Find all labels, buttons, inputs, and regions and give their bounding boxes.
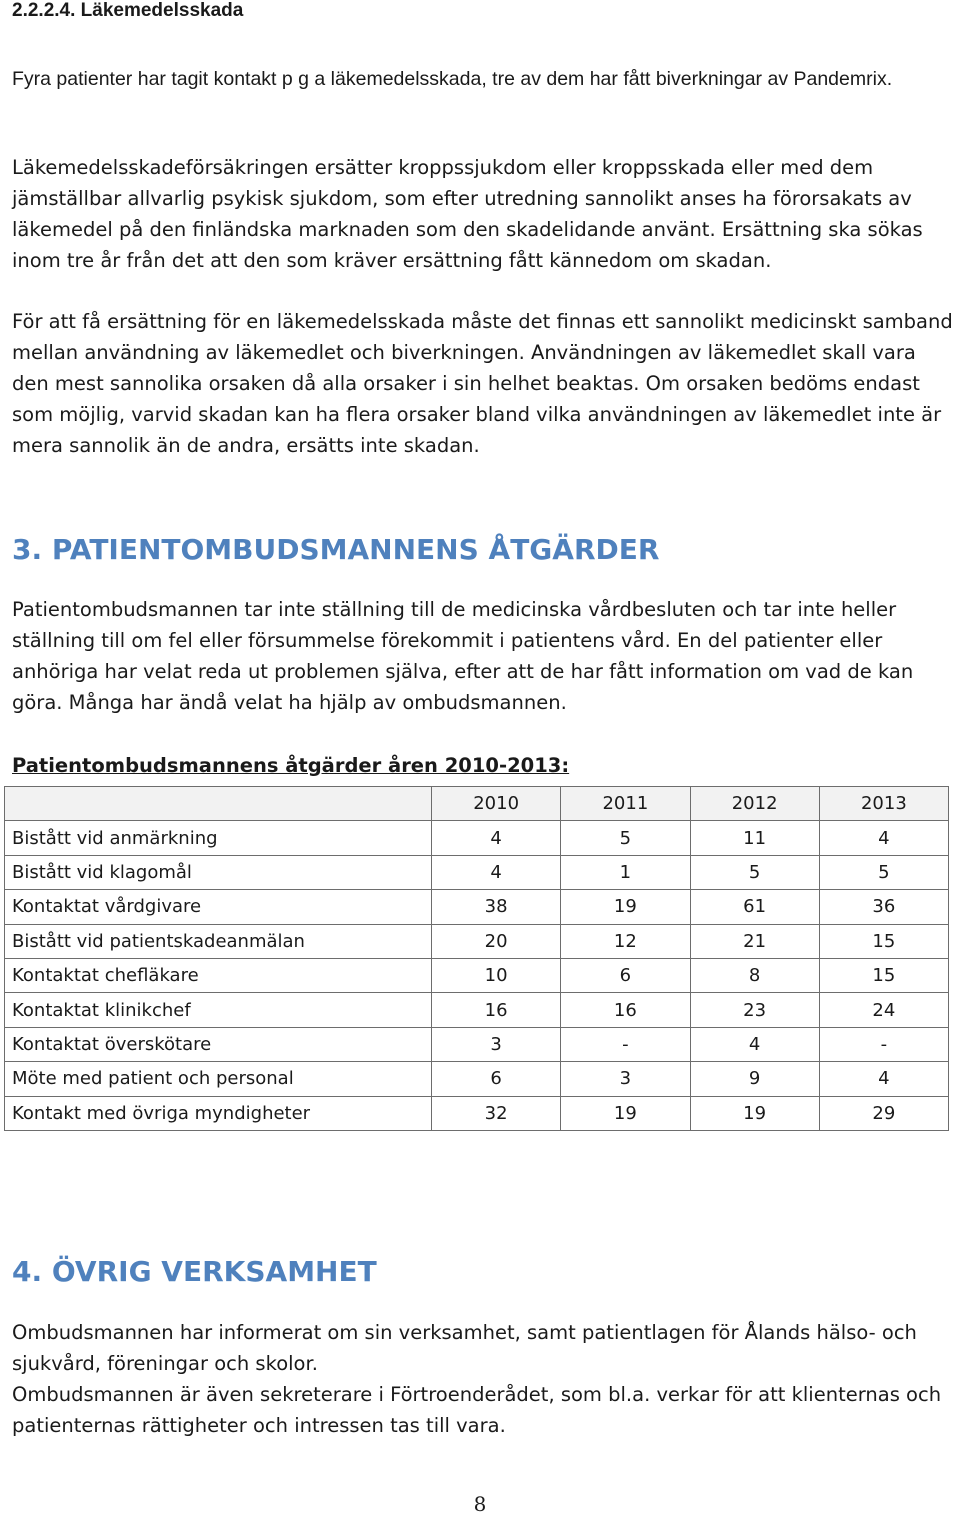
header-corner-cell: [5, 787, 432, 821]
row-label: Bistått vid patientskadeanmälan: [5, 924, 432, 958]
table-header-row: [5, 787, 949, 821]
value-cell: 4: [432, 821, 561, 855]
value-cell: 16: [561, 993, 690, 1027]
section-4-heading: 4. ÖVRIG VERKSAMHET: [12, 1255, 377, 1288]
value-cell: 4: [819, 821, 948, 855]
value-cell: 29: [819, 1096, 948, 1130]
row-label: Kontaktat chefläkare: [5, 958, 432, 992]
value-cell: 19: [561, 890, 690, 924]
table-caption: [12, 750, 956, 781]
header-year: 2012: [690, 787, 819, 821]
value-cell: 16: [432, 993, 561, 1027]
row-label: Kontaktat klinikchef: [5, 993, 432, 1027]
value-cell: 4: [432, 855, 561, 889]
row-label: Bistått vid klagomål: [5, 855, 432, 889]
value-cell: 24: [819, 993, 948, 1027]
value-cell: -: [561, 1027, 690, 1061]
section-3-heading: 3. PATIENTOMBUDSMANNENS ÅTGÄRDER: [12, 533, 660, 566]
paragraph-compensation: För att få ersättning för en läkemedelsskada måste det finnas ett sannolikt medicinskt samband mellan användning av läkemedlet och biverkningen. Användningen av läkemedlet skall vara den mest sannolika orsaken då alla orsaker i sin helhet beaktas. Om orsaken bedöms endast som möjlig, varvid skadan kan ha flera orsaker bland vilka användningen av läkemedlet inte är mera sannolik än de andra, ersätts inte skadan.: [12, 310, 953, 457]
row-label: Kontakt med övriga myndigheter: [5, 1096, 432, 1130]
value-cell: 6: [432, 1062, 561, 1096]
paragraph-information: Ombudsmannen har informerat om sin verksamhet, samt patientlagen för Ålands hälso- och sjukvård, föreningar och skolor.: [12, 1321, 917, 1375]
subsection-heading: 2.2.2.4. Läkemedelsskada: [12, 0, 244, 21]
value-cell: 19: [561, 1096, 690, 1130]
value-cell: 10: [432, 958, 561, 992]
table-caption-text: Patientombudsmannens åtgärder åren 2010-2013:: [12, 754, 570, 777]
value-cell: 11: [690, 821, 819, 855]
value-cell: 9: [690, 1062, 819, 1096]
value-cell: 19: [690, 1096, 819, 1130]
header-year: 2013: [819, 787, 948, 821]
value-cell: 6: [561, 958, 690, 992]
table-row: [5, 821, 949, 855]
value-cell: 5: [819, 855, 948, 889]
header-year: 2011: [561, 787, 690, 821]
value-cell: 3: [561, 1062, 690, 1096]
value-cell: 1: [561, 855, 690, 889]
table-row: [5, 993, 949, 1027]
header-year: 2010: [432, 787, 561, 821]
value-cell: 21: [690, 924, 819, 958]
row-label: Kontaktat överskötare: [5, 1027, 432, 1061]
value-cell: 61: [690, 890, 819, 924]
value-cell: 4: [819, 1062, 948, 1096]
paragraph-insurance: Läkemedelsskadeförsäkringen ersätter kroppssjukdom eller kroppsskada eller med dem jämställbar allvarlig psykisk sjukdom, som efter utredning sannolikt anses ha förorsakats av läkemedel på den finländska marknaden som den skadelidande använt. Ersättning ska sökas inom tre år från det att den som kräver ersättning fått kännedom om skadan.: [12, 156, 923, 272]
paragraph-pandemrix: Fyra patienter har tagit kontakt p g a läkemedelsskada, tre av dem har fått biverkningar av Pandemrix.: [12, 68, 893, 90]
value-cell: 32: [432, 1096, 561, 1130]
measures-table: [4, 786, 949, 1131]
table-row: [5, 1096, 949, 1130]
value-cell: 23: [690, 993, 819, 1027]
row-label: Kontaktat vårdgivare: [5, 890, 432, 924]
table-row: [5, 1062, 949, 1096]
table-row: [5, 890, 949, 924]
value-cell: 15: [819, 924, 948, 958]
paragraph-ombudsman-role: Patientombudsmannen tar inte ställning till de medicinska vårdbesluten och tar inte heller ställning till om fel eller försummelse förekommit i patientens vård. En del patienter eller anhöriga har velat reda ut problemen själva, efter att de har fått information om vad de kan göra. Många har ändå velat ha hjälp av ombudsmannen.: [12, 598, 914, 714]
value-cell: 3: [432, 1027, 561, 1061]
value-cell: 5: [690, 855, 819, 889]
row-label: Bistått vid anmärkning: [5, 821, 432, 855]
value-cell: 38: [432, 890, 561, 924]
paragraph-secretary: Ombudsmannen är även sekreterare i Förtroenderådet, som bl.a. verkar för att klienternas och patienternas rättigheter och intressen tas till vara.: [12, 1383, 942, 1437]
value-cell: 12: [561, 924, 690, 958]
value-cell: 20: [432, 924, 561, 958]
table-row: [5, 924, 949, 958]
page-number: 8: [473, 1492, 487, 1516]
value-cell: -: [819, 1027, 948, 1061]
value-cell: 36: [819, 890, 948, 924]
value-cell: 5: [561, 821, 690, 855]
value-cell: 8: [690, 958, 819, 992]
table-row: [5, 958, 949, 992]
row-label: Möte med patient och personal: [5, 1062, 432, 1096]
table-row: [5, 855, 949, 889]
table-body: [5, 821, 949, 1131]
value-cell: 15: [819, 958, 948, 992]
table-row: [5, 1027, 949, 1061]
value-cell: 4: [690, 1027, 819, 1061]
